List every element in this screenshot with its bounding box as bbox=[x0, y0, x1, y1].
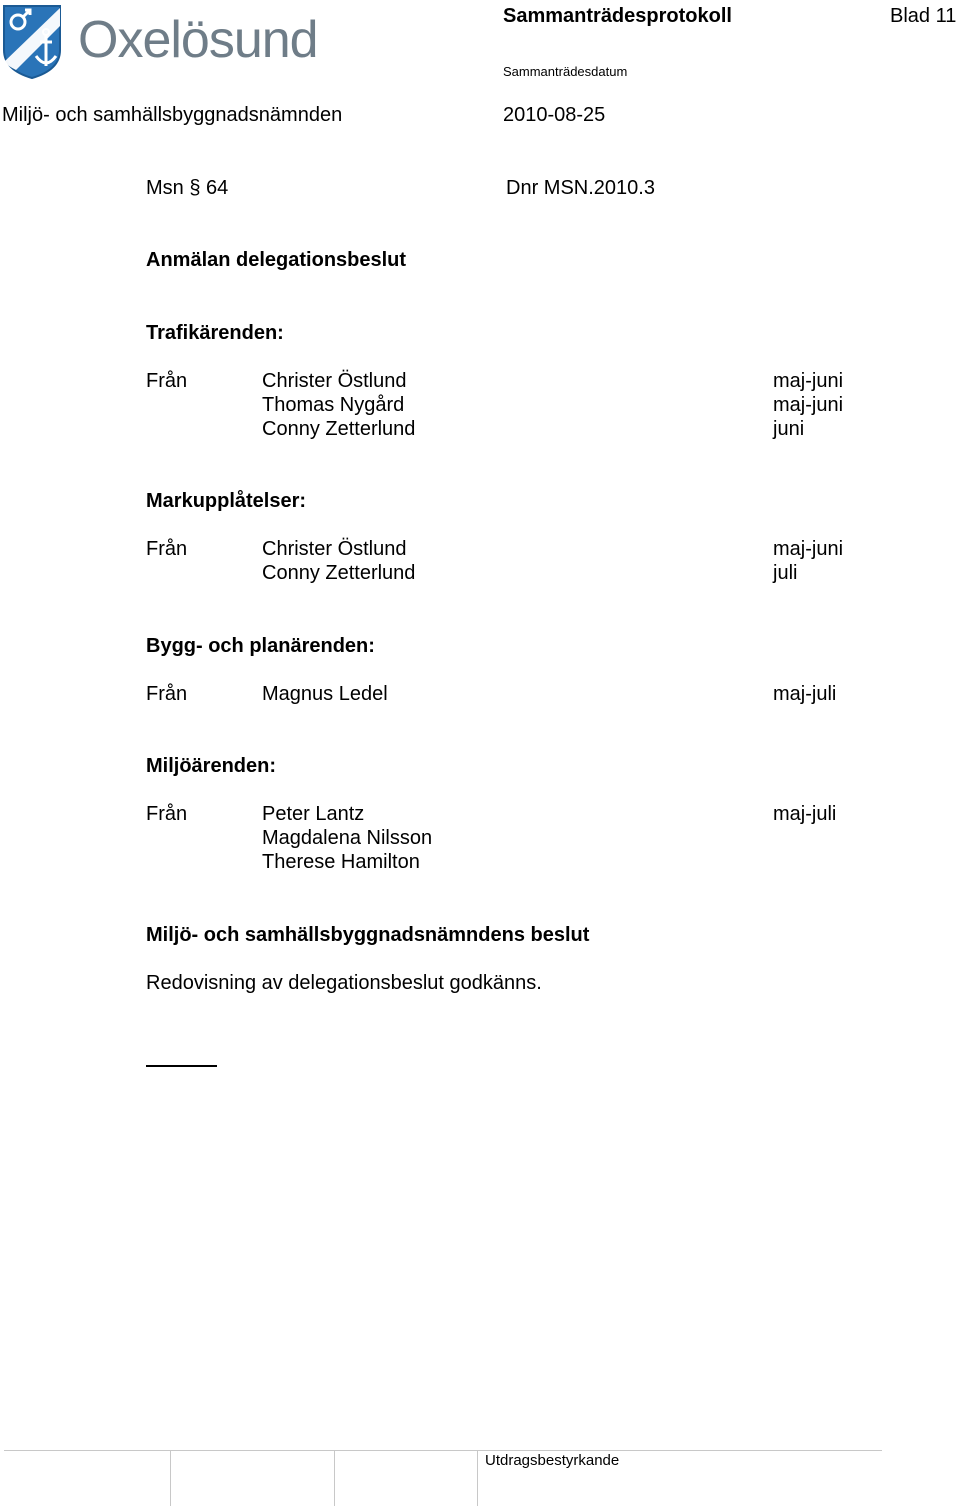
certification-label: Utdragsbestyrkande bbox=[485, 1452, 620, 1469]
delegate-period: maj-juli bbox=[773, 803, 837, 825]
delegate-period: maj-juni bbox=[773, 370, 844, 392]
delegate-name: Therese Hamilton bbox=[262, 851, 420, 873]
delegate-name: Conny Zetterlund bbox=[262, 562, 416, 584]
from-label: Från bbox=[146, 538, 188, 560]
decision-heading: Miljö- och samhällsbyggnadsnämndens beslut bbox=[146, 924, 590, 946]
case-title: Anmälan delegationsbeslut bbox=[146, 249, 407, 271]
case-dnr: Dnr MSN.2010.3 bbox=[506, 177, 655, 199]
delegate-period: juni bbox=[773, 418, 805, 440]
delegate-name: Christer Östlund bbox=[262, 370, 407, 392]
delegate-name: Christer Östlund bbox=[262, 538, 407, 560]
oxelosund-coat-of-arms-icon bbox=[2, 4, 62, 80]
logo-wordmark: Oxelösund bbox=[78, 11, 318, 69]
delegate-period: juli bbox=[773, 562, 798, 584]
delegate-name: Peter Lantz bbox=[262, 803, 365, 825]
section-heading: Miljöärenden: bbox=[146, 755, 277, 777]
signature-box-divider bbox=[477, 1451, 478, 1506]
department-name: Miljö- och samhällsbyggnadsnämnden bbox=[2, 104, 343, 126]
signature-box-divider bbox=[334, 1451, 335, 1506]
delegate-name: Magnus Ledel bbox=[262, 683, 388, 705]
section-heading: Trafikärenden: bbox=[146, 322, 284, 344]
meeting-date: 2010-08-25 bbox=[503, 104, 606, 126]
case-number: Msn § 64 bbox=[146, 177, 229, 199]
from-label: Från bbox=[146, 683, 188, 705]
delegate-name: Conny Zetterlund bbox=[262, 418, 416, 440]
section-heading: Markupplåtelser: bbox=[146, 490, 307, 512]
delegate-period: maj-juni bbox=[773, 538, 844, 560]
separator-rule bbox=[146, 1065, 217, 1067]
decision-text: Redovisning av delegationsbeslut godkänns. bbox=[146, 972, 542, 994]
section-heading: Bygg- och planärenden: bbox=[146, 635, 375, 657]
delegate-period: maj-juni bbox=[773, 394, 844, 416]
from-label: Från bbox=[146, 803, 188, 825]
date-label: Sammanträdesdatum bbox=[503, 64, 628, 79]
delegate-name: Magdalena Nilsson bbox=[262, 827, 433, 849]
signature-box-divider bbox=[170, 1451, 171, 1506]
delegate-period: maj-juli bbox=[773, 683, 837, 705]
delegate-name: Thomas Nygård bbox=[262, 394, 405, 416]
document-type: Sammanträdesprotokoll bbox=[503, 5, 732, 27]
page-number: Blad 11 bbox=[890, 5, 957, 27]
from-label: Från bbox=[146, 370, 188, 392]
footer-divider bbox=[4, 1450, 882, 1451]
